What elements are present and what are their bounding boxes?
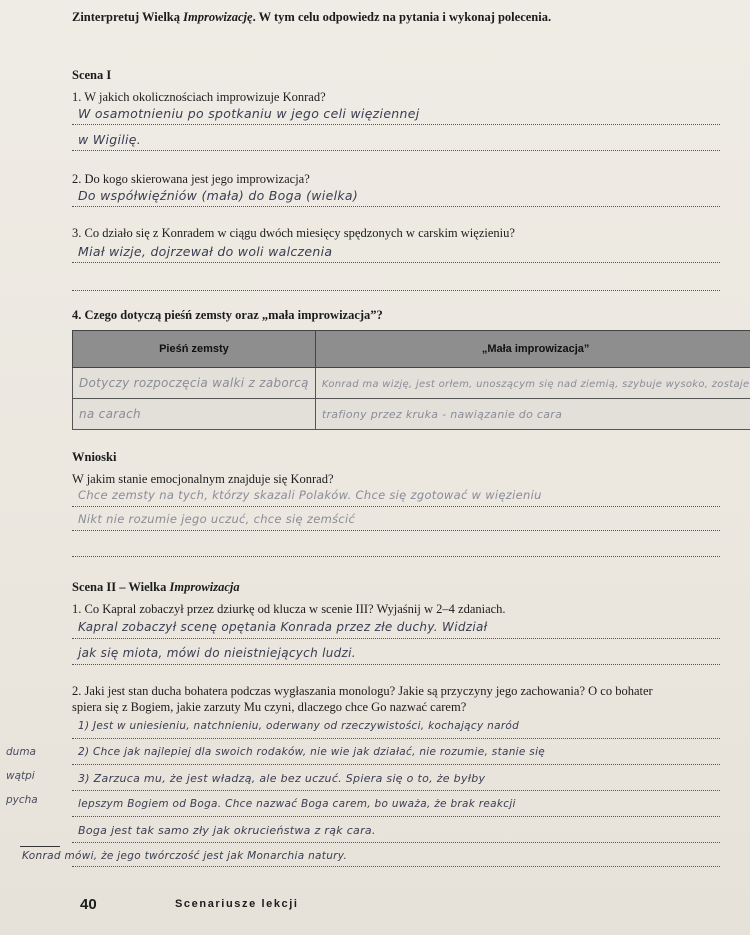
scene2-q2-question-line2: spiera się z Bogiem, jakie zarzuty Mu czyni, dlaczego chce Go nazwać carem? — [72, 700, 467, 714]
scene1-q4-question: 4. Czego dotyczą pieśń zemsty oraz „mała improwizacja”? — [72, 308, 383, 322]
scene2-q2-answer-3: 3) Zarzuca mu, że jest władzą, ale bez uczuć. Spiera się o to, że byłby — [78, 772, 486, 785]
table-header-small-improvisation: „Mała improwizacja” — [315, 331, 750, 368]
comparison-table — [72, 330, 750, 430]
table-row — [73, 368, 750, 399]
scene2-q2-answer-6: Konrad mówi, że jego twórczość jest jak Monarchia natury. — [22, 850, 348, 862]
table-cell-text: Dotyczy rozpoczęcia walki z zaborcą — [79, 376, 309, 390]
intro-text-before: Zinterpretuj Wielką — [72, 10, 184, 24]
scene1-q1-question: 1. W jakich okolicznościach improwizuje Konrad? — [72, 90, 326, 104]
scene1-q1-answer-1: W osamotnieniu po spotkaniu w jego celi więziennej — [78, 106, 420, 121]
scene2-q2-question-line1: 2. Jaki jest stan ducha bohatera podczas wygłaszania monologu? Jakie są przyczyny jego zachowania? O co bohater — [72, 684, 653, 698]
answer-line — [72, 738, 720, 739]
scene2-q1-answer-1: Kapral zobaczył scenę opętania Konrada przez złe duchy. Widział — [78, 620, 488, 634]
table-cell — [73, 399, 316, 430]
scene2-q2-answer-4: lepszym Bogiem od Boga. Chce nazwać Boga carem, bo uważa, że brak reakcji — [78, 798, 516, 810]
conclusions-answer-2: Nikt nie rozumie jego uczuć, chce się zemścić — [78, 512, 356, 526]
table-cell-text: Konrad ma wizję, jest orłem, unoszącym się nad ziemią, szybuje wysoko, zostaje — [321, 379, 750, 390]
table-cell — [73, 368, 316, 399]
table-cell — [315, 368, 750, 399]
scene1-q2-answer: Do współwięźniów (mała) do Boga (wielka) — [78, 188, 359, 203]
answer-line — [72, 764, 720, 765]
answer-line — [72, 530, 720, 531]
scene2-q2-answer-5: Boga jest tak samo zły jak okrucieństwa z rąk cara. — [78, 824, 376, 837]
scene2-heading-italic: Improwizacja — [169, 580, 240, 594]
handwritten-stroke — [20, 846, 60, 847]
answer-line — [72, 150, 720, 151]
intro-text-after: . W tym celu odpowiedz na pytania i wykonaj polecenia. — [252, 10, 552, 24]
scene2-heading — [72, 580, 240, 595]
table-cell-text: na carach — [79, 407, 141, 421]
scene2-heading-text: Scena II – Wielka — [72, 580, 170, 594]
table-row — [73, 399, 750, 430]
page-number: 40 — [80, 896, 97, 913]
intro-text-italic: Improwizację — [183, 10, 253, 24]
answer-line — [72, 664, 720, 665]
answer-line — [72, 790, 720, 791]
scene2-q2-answer-1: 1) Jest w uniesieniu, natchnieniu, oderwany od rzeczywistości, kochający naród — [78, 720, 520, 732]
intro-instruction — [72, 10, 551, 25]
scene2-q1-answer-2: jak się miota, mówi do nieistniejących ludzi. — [78, 646, 356, 660]
scene1-heading: Scena I — [72, 68, 112, 82]
answer-line — [72, 842, 720, 843]
conclusions-heading: Wnioski — [72, 450, 117, 464]
answer-line — [72, 290, 720, 291]
margin-note: duma — [6, 746, 36, 758]
answer-line — [72, 816, 720, 817]
scene1-q1-answer-2: w Wigilię. — [78, 132, 142, 147]
answer-line — [72, 506, 720, 507]
scene1-q3-question: 3. Co działo się z Konradem w ciągu dwóch miesięcy spędzonych w carskim więzieniu? — [72, 226, 515, 240]
scene1-q3-answer-1: Miał wizje, dojrzewał do woli walczenia — [78, 244, 333, 259]
answer-line — [72, 262, 720, 263]
scene2-q1-question: 1. Co Kapral zobaczył przez dziurkę od klucza w scenie III? Wyjaśnij w 2–4 zdaniach. — [72, 602, 506, 616]
footer-title: Scenariusze lekcji — [175, 898, 299, 910]
answer-line — [72, 124, 720, 125]
scene2-q2-answer-2: 2) Chce jak najlepiej dla swoich rodaków, nie wie jak działać, nie rozumie, stanie się — [78, 746, 546, 758]
margin-note: pycha — [6, 794, 38, 806]
margin-note: wątpi — [6, 770, 35, 782]
conclusions-question: W jakim stanie emocjonalnym znajduje się Konrad? — [72, 472, 334, 486]
conclusions-answer-1: Chce zemsty na tych, którzy skazali Polaków. Chce się zgotować w więzieniu — [78, 488, 542, 502]
scene1-q2-question: 2. Do kogo skierowana jest jego improwizacja? — [72, 172, 310, 186]
answer-line — [72, 866, 720, 867]
answer-line — [72, 206, 720, 207]
answer-line — [72, 556, 720, 557]
table-header-row — [73, 331, 750, 368]
table-cell — [315, 399, 750, 430]
table-header-revenge-song: Pieśń zemsty — [73, 331, 316, 368]
table-cell-text: trafiony przez kruka - nawiązanie do cara — [321, 408, 563, 421]
answer-line — [72, 638, 720, 639]
